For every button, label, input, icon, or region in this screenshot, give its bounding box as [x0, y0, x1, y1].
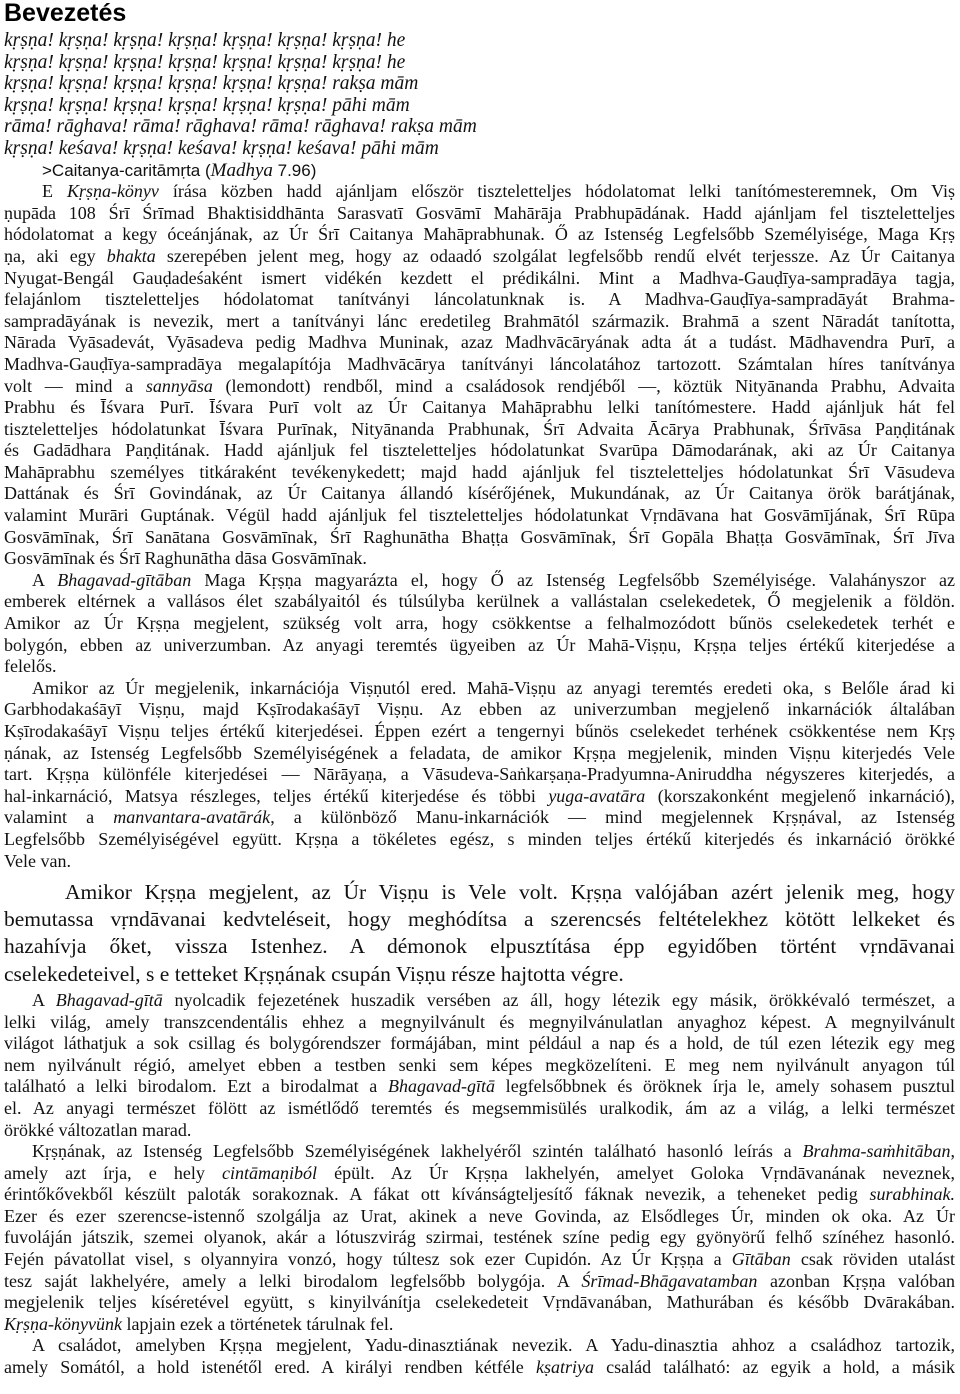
text-line	[4, 678, 955, 700]
text-line	[4, 1120, 955, 1142]
text-line	[4, 246, 955, 268]
text-run: Amikor az Úr megjelenik, inkarnációja Viṣṇutól ered. Mahā-Viṣṇu az anyagi teremtés eredeti oka, s Belőle árad ki	[32, 677, 955, 698]
text-line	[4, 1271, 955, 1293]
text-run: Gosvāmīnak, Śrī Sanātana Gosvāmīnak, Śrī Raghunātha Bhaṭṭa Gosvāmīnak, Śrī Gopāla Bhaṭṭa Gosvāmīnak, Śrī Jīva	[4, 526, 955, 547]
text-run: Amikor az Úr Kṛṣṇa megjelent, szükség volt arra, hogy csökkentse a felhalmozódott bűnös cselekedetek terhét e	[4, 613, 955, 634]
text-line	[4, 419, 955, 441]
text-line	[4, 961, 955, 988]
text-line	[4, 1012, 955, 1034]
text-run: (korszakonként megjelenő inkarnáció),	[645, 785, 955, 806]
text-run: valamint a	[4, 807, 114, 828]
text-line	[4, 52, 955, 74]
text-line	[4, 116, 955, 138]
italic-term: Bhagavad-gītāban	[57, 569, 192, 590]
text-run: A családot, amelyben Kṛṣṇa megjelent, Yadu-dinasztiának nevezik. A Yadu-dinasztia ahhoz a családhoz tartozik,	[32, 1335, 955, 1356]
text-line	[4, 851, 955, 873]
mantra-verse	[4, 30, 955, 160]
text-line	[4, 721, 955, 743]
italic-term: bhakta	[106, 245, 156, 266]
text-line	[4, 203, 955, 225]
text-run: bemutassa vṛndāvanai kedvteléseit, hogy meghódítsa a szerencsés feltételekhez kötött lelkeket és	[4, 907, 955, 932]
text-line	[4, 743, 955, 765]
italic-term: Kṛṣṇa-könyvünk	[4, 1313, 122, 1334]
text-run: Legfelsőbb Személyiségével együtt. Kṛṣṇa a tökéletes egész, s minden teljes értékű kiterjedés és inkarnáció örökké	[4, 828, 955, 849]
text-run: >Caitanya-caritāmṛta (	[42, 160, 211, 180]
text-run: felelős.	[4, 656, 57, 677]
text-line	[4, 440, 955, 462]
text-line	[4, 1163, 955, 1185]
text-run: megjelenik teljes kíséretével együtt, s kinyilvánítja cselekedeteit Vṛndāvanában, Mathurában és később Dvārakában.	[4, 1292, 955, 1313]
text-run: Prabhu és Īśvara Purī. Īśvara Purī volt az Úr Caitanya Mahāprabhu lelki tanítómestere. Hadd ajánljuk hát fel	[4, 397, 955, 418]
text-run: tesz saját lakhelyére, amely a lelki birodalom legfelsőbb bolygója. A	[4, 1270, 582, 1291]
italic-term: kṛṣṇa! kṛṣṇa! kṛṣṇa! kṛṣṇa! kṛṣṇa! kṛṣṇa! kṛṣṇa! he	[4, 51, 406, 73]
italic-term: Brahma-saṁhitāban	[802, 1141, 951, 1162]
italic-term: surabhinak.	[869, 1184, 955, 1205]
text-line	[4, 906, 955, 933]
text-line	[4, 1357, 955, 1379]
text-run: volt — mind a	[4, 375, 146, 396]
section-title: Bevezetés	[4, 0, 127, 27]
text-run: Maga Kṛṣṇa magyarázta el, hogy Ő az Istenség Legfelsőbb Személyisége. Valahányszor az	[191, 569, 955, 590]
text-run: cselekedeteivel, s e tetteket Kṛṣṇának csupán Viṣṇu része hajtotta végre.	[4, 961, 624, 986]
text-run: ,	[950, 1141, 955, 1162]
text-run: lelki világ, amely transzcendentális ehhez a megnyilvánult és megnyilvánulatlan anyaghoz képest. A megnyilvánult	[4, 1011, 955, 1032]
text-run: érintőkővekből készült paloták sorakoznak. A fákat ott kívánságteljesítő fáknak nevezik, a teheneket pedig	[4, 1184, 870, 1205]
text-run: hal-inkarnáció, Matsya részleges, teljes értékű kiterjedése és többi	[4, 785, 549, 806]
text-line	[4, 1227, 955, 1249]
text-line	[4, 807, 955, 829]
text-run: (lemondott) rendből, mind a családosok rendjéből —, köztük Nityānanda Prabhu, Advaita	[212, 375, 955, 396]
text-run: Ezer és ezer szerencse-istennő szolgálja az Urat, akinek a neve Govinda, az Elsődleges Úr, minden ok oka. Az Úr	[4, 1205, 955, 1226]
text-run: Kṛṣṇának, az Istenség Legfelsőbb Személyiségének lakhelyéről szintén található hasonló leírás a	[32, 1141, 803, 1162]
italic-term: kṛṣṇa! kṛṣṇa! kṛṣṇa! kṛṣṇa! kṛṣṇa! kṛṣṇa! pāhi mām	[4, 94, 410, 116]
text-line	[4, 1249, 955, 1271]
text-run: E	[42, 181, 67, 202]
italic-term: Śrīmad-Bhāgavatamban	[581, 1270, 758, 1291]
italic-term: kṛṣṇa! kṛṣṇa! kṛṣṇa! kṛṣṇa! kṛṣṇa! kṛṣṇa! rakṣa mām	[4, 73, 419, 95]
text-run: el. Az anyagi természet fölött az ismétlődő teremtés és megsemmisülés uralkodik, ám az a világ, a lelki természet	[4, 1097, 955, 1118]
text-line	[4, 268, 955, 290]
text-run: szerepében jelent meg, hogy az odaadó szolgálat legfelsőbb rendű elvét terjessze. Az Úr Caitanya	[155, 245, 955, 266]
text-line	[4, 332, 955, 354]
text-line	[4, 289, 955, 311]
text-run: sampradāyának is nevezik, mert a tanítványi lánc eredetileg Brahmātól származik. Brahmā a szent Nāradát tanította,	[4, 310, 955, 331]
text-run: amely Somától, a hold istenétől ered. A királyi rendben kétféle	[4, 1357, 536, 1378]
text-run: Nyugat-Bengál Gauḍadeśaként ismert vidékén kezdett el prédikálni. Mint a Madhva-Gauḍīya-sampradāya tagja,	[4, 267, 955, 288]
italic-term: sannyāsa	[145, 375, 213, 396]
italic-term: kṣatriya	[535, 1357, 594, 1378]
text-line	[4, 95, 955, 117]
text-run: család található: az egyik a hold, a másik	[593, 1357, 955, 1378]
text-line	[4, 1033, 955, 1055]
text-line	[4, 699, 955, 721]
paragraph-bhagavad-gita	[4, 570, 955, 678]
text-line	[4, 138, 955, 160]
italic-term: Bhagavad-gītā	[388, 1076, 495, 1097]
text-run: 7.96)	[272, 160, 317, 180]
text-line	[4, 397, 955, 419]
text-run: ṇának, az Istenség Legfelsőbb Személyiségének a feladata, de amikor Kṛṣṇa megjelenik, minden Viṣṇu kiterjedés Vele	[4, 742, 955, 763]
text-line	[4, 527, 955, 549]
text-line	[4, 30, 955, 52]
text-line	[4, 764, 955, 786]
italic-term: manvantara-avatārák	[113, 807, 271, 828]
text-run: csak röviden utalást	[790, 1249, 955, 1270]
text-run: Garbhodakaśāyī Viṣṇu, majd Kṣīrodakaśāyī Viṣṇu. Az ebben az univerzumban megjelenő inkarnációk általában	[4, 699, 955, 720]
text-line	[4, 1076, 955, 1098]
text-line	[4, 933, 955, 960]
text-run: A	[32, 989, 56, 1010]
text-run: tiszteletteljes hódolatunkat Īśvara Purīnak, Nityānanda Prabhunak, Śrī Advaita Ācārya Prabhunak, Śrīvāsa Paṇḍitának	[4, 418, 955, 439]
text-run: található a lelki birodalom. Ezt a birodalmat a	[4, 1076, 388, 1097]
text-line	[4, 224, 955, 246]
paragraph-goloka	[4, 1141, 955, 1335]
text-line	[4, 1141, 955, 1163]
text-run: Vele van.	[4, 850, 71, 871]
paragraph-homage	[4, 181, 955, 570]
text-run: Kṣīrodakaśāyī Viṣṇu teljes értékű kiterjedései. Éppen ezért a tengernyi bűnös cselekedet terhének csökkentése nem Kṛṣ	[4, 721, 955, 741]
text-run: amely azt írja, e hely	[4, 1162, 222, 1183]
text-line	[4, 462, 955, 484]
italic-term: rāma! rāghava! rāma! rāghava! rāma! rāghava! rakṣa mām	[4, 116, 477, 138]
paragraph-incarnations	[4, 678, 955, 872]
text-run: legfelsőbbnek és öröknek írja le, amely sohasem pusztul	[494, 1076, 955, 1097]
text-run: Nārada Vyāsadevát, Vyāsadeva pedig Madhva Muninak, azaz Madhvācāryának adta át a tudást. Mādhavendra Purī, a	[4, 332, 955, 353]
text-line	[4, 635, 955, 657]
text-line	[4, 1292, 955, 1314]
text-run: ṇa, aki egy	[4, 245, 107, 266]
text-line	[4, 1335, 955, 1357]
italic-term: kṛṣṇa! keśava! kṛṣṇa! keśava! kṛṣṇa! keśava! pāhi mām	[4, 137, 439, 159]
text-run: örökké változatlan marad.	[4, 1119, 192, 1140]
text-line	[4, 354, 955, 376]
text-line	[4, 879, 955, 906]
text-line	[4, 1098, 955, 1120]
text-line	[4, 548, 955, 570]
text-line	[4, 990, 955, 1012]
text-line	[4, 570, 955, 592]
text-run: tart. Kṛṣṇa különféle kiterjedései — Nārāyaṇa, a Vāsudeva-Saṅkarṣaṇa-Pradyumna-Aniruddha négyszeres kiterjedés, a	[4, 764, 955, 785]
text-line	[4, 613, 955, 635]
text-run: lapjain ezek a történetek tárulnak fel.	[121, 1313, 394, 1334]
text-run: A	[32, 569, 58, 590]
text-line	[4, 1055, 955, 1077]
italic-term: Bhagavad-gītā	[55, 989, 163, 1010]
text-line	[4, 311, 955, 333]
text-run: hódolatomat a kegy óceánjának, az Úr Śrī Caitanya Mahāprabhunak. Ő az Istenség Legfelsőbb Személyisége, Maga Kṛṣ	[4, 224, 955, 245]
text-run: nyolcadik fejezetének huszadik versében az áll, hogy létezik egy másik, örökkévaló természet, a	[162, 989, 955, 1010]
text-line	[4, 505, 955, 527]
paragraph-spiritual-world	[4, 990, 955, 1141]
text-run: Madhva-Gauḍīya-sampradāya megalapítója Madhvācārya tanítványi láncolatához tartozott. Számtalan híres tanítványa	[4, 353, 955, 374]
text-line	[4, 73, 955, 95]
italic-term: Gītāban	[731, 1249, 791, 1270]
text-line	[4, 1314, 955, 1336]
italic-term: Madhya	[210, 159, 273, 181]
italic-term: Kṛṣṇa-könyv	[66, 181, 159, 202]
text-run: valamint Murāri Guptának. Végül hadd ajánljuk fel tiszteletteljes hódolatunkat Vṛndāvana hat Gosvāmījának, Śrī Rūpa	[4, 505, 955, 526]
text-run: Fején pávatollat visel, s olyannyira vonzó, hogy túltesz sok ezer Cupidón. Az Úr Kṛṣṇa a	[4, 1249, 732, 1270]
text-run: ṇupāda 108 Śrī Śrīmad Bhaktisiddhānta Sarasvatī Gosvāmī Mahārāja Prabhupādának. Hadd ajánljam fel tiszteletteljes	[4, 202, 955, 223]
text-line	[4, 483, 955, 505]
text-run: és Gadādhara Paṇḍitának. Hadd ajánljuk fel tiszteletteljes hódolatunkat Svarūpa Dāmodarának, aki az Úr Caitanya	[4, 440, 955, 461]
text-run: Gosvāmīnak és Śrī Raghunātha dāsa Gosvāmīnak.	[4, 548, 367, 569]
paragraph-yadu-dynasty	[4, 1335, 955, 1378]
text-run: épült. Az Úr Kṛṣṇa lakhelyén, amelyet Goloka Vṛndāvanának neveznek,	[317, 1162, 955, 1183]
text-run: azonban Kṛṣṇa valóban	[757, 1270, 955, 1291]
text-line	[4, 786, 955, 808]
text-line	[4, 591, 955, 613]
text-line	[4, 181, 955, 203]
text-line	[4, 1206, 955, 1228]
text-run: , a különböző Manu-inkarnációk — mind megjelennek Kṛṣṇával, az Istenség	[270, 807, 955, 828]
paragraph-highlight	[4, 879, 955, 988]
text-run: fuvoláján játszik, szemei olyanok, akár a lótuszvirág szirmai, testének színe pedig egy gyönyörű felhő színéhez hasonló.	[4, 1227, 955, 1248]
text-line	[4, 1184, 955, 1206]
italic-term: kṛṣṇa! kṛṣṇa! kṛṣṇa! kṛṣṇa! kṛṣṇa! kṛṣṇa! kṛṣṇa! he	[4, 30, 406, 51]
text-run: írása közben hadd ajánljam először tiszteletteljes hódolatomat lelki tanítómesteremnek, Om Viṣ	[158, 181, 955, 202]
text-run: Dattának és Śrī Govindának, az Úr Caitanya állandó kísérőjének, Mukundának, az Úr Caitanya örök barátjának,	[4, 483, 955, 504]
text-line	[4, 656, 955, 678]
text-line	[4, 829, 955, 851]
text-run: emberek eltérnek a vallásos élet szabályaitól és túlsúlyba kerülnek a vallástalan cselekedetek, Ő megjelenik a földön.	[4, 591, 955, 612]
text-line	[4, 376, 955, 398]
text-run: Mahāprabhu személyes titkáraként tevékenykedett; majd hadd ajánljuk fel tiszteletteljes hódolatunkat Śrī Vāsudeva	[4, 461, 955, 482]
text-run: bolygón, ebben az univerzumban. Az anyagi teremtés ügyeiben az Úr Mahā-Viṣṇu, Kṛṣṇa teljes értékű kiterjedése a	[4, 634, 955, 655]
text-run: világot láthatjuk a sok csillag és bolygórendszer formájában, mint például a nap és a hold, de túl ezen létezik egy meg	[4, 1033, 955, 1054]
italic-term: cintāmaṇiból	[222, 1162, 317, 1183]
verse-citation	[4, 160, 955, 182]
text-run: hazahívja őket, vissza Istenhez. A démonok elpusztítása épp egyidőben történt vṛndāvanai	[4, 934, 955, 959]
text-run: Amikor Kṛṣṇa megjelent, az Úr Viṣṇu is Vele volt. Kṛṣṇa valójában azért jelenik meg, hogy	[65, 879, 955, 904]
italic-term: yuga-avatāra	[548, 785, 646, 806]
text-line	[4, 160, 955, 182]
text-run: felajánlom tiszteletteljes hódolatomat tanítványi láncolatunknak is. A Madhva-Gauḍīya-sampradāyát Brahma-	[4, 289, 955, 310]
text-run: nem nyilvánult régió, amelyet ebben a testben senki sem képes megközelíteni. E meg nem nyilvánult anyagon túl	[4, 1054, 955, 1075]
